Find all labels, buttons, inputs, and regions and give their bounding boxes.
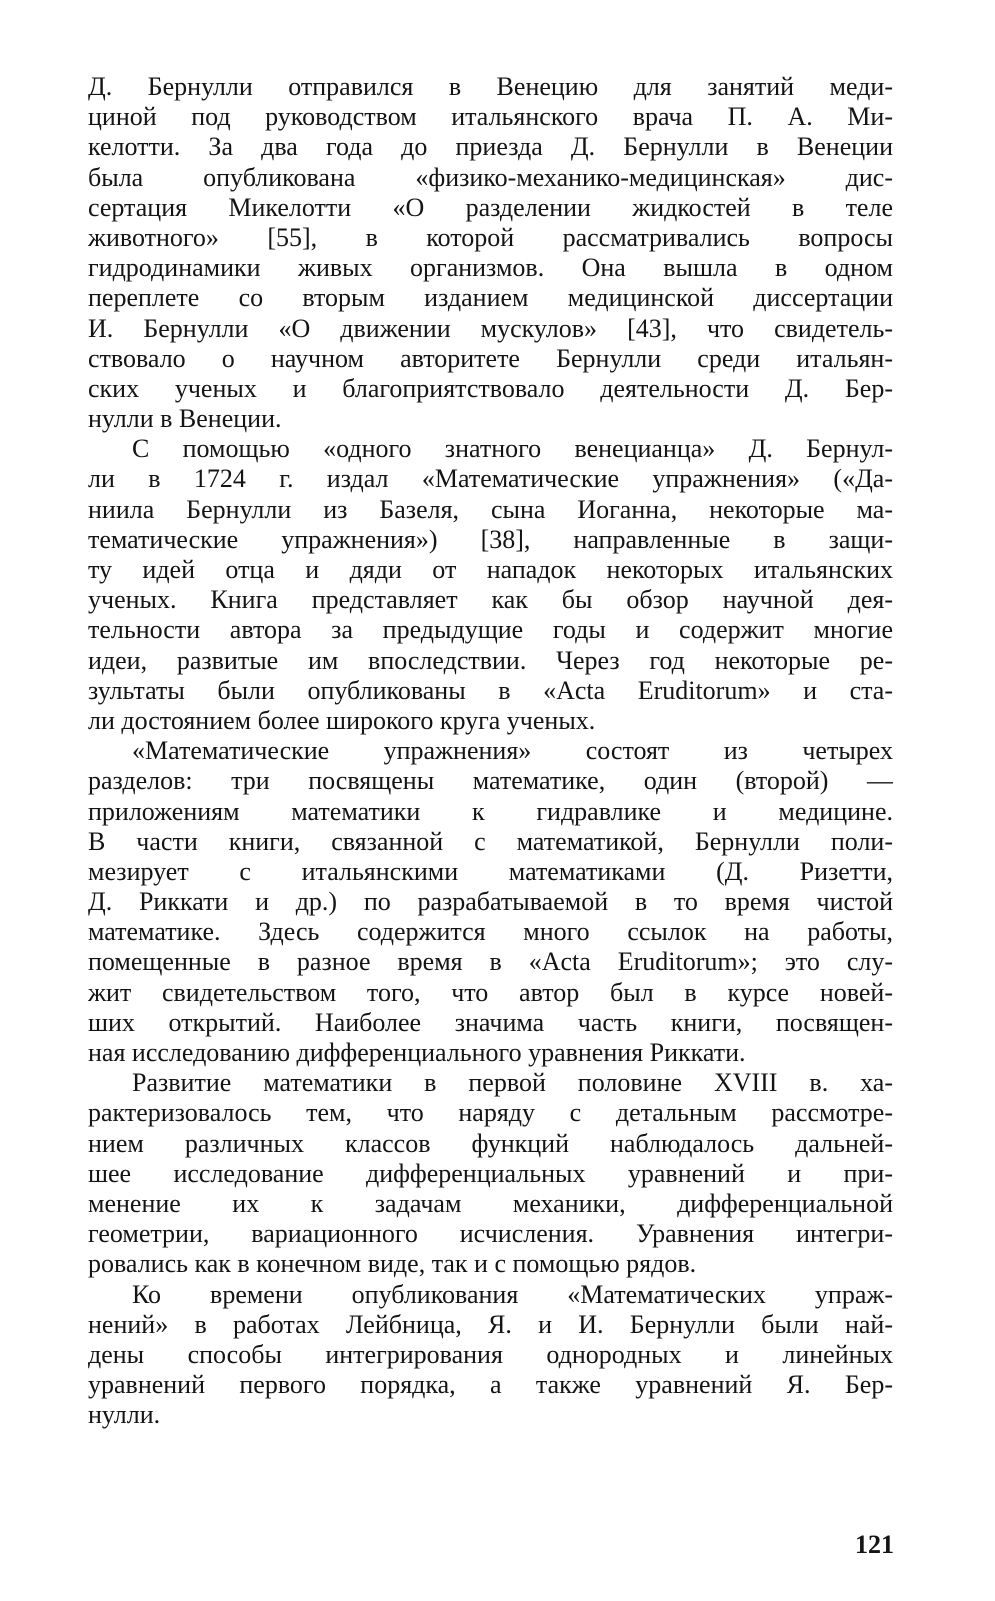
text-line: переплете со вторым изданием медицинской диссертации	[88, 283, 893, 313]
text-line: была опубликована «физико-механико-медицинская» дис-	[88, 162, 893, 192]
text-line: ту идей отца и дяди от нападок некоторых итальянских	[88, 555, 893, 584]
text-line: жит свидетельством того, что автор был в курсе новей-	[88, 977, 893, 1007]
text-line: ших открытий. Наиболее значима часть книги, посвящен-	[88, 1007, 893, 1037]
text-line: И. Бернулли «О движении мускулов» [43], что свидетель-	[88, 313, 893, 343]
text-line: нулли в Венеции.	[88, 404, 282, 434]
text-line: идеи, развитые им впоследствии. Через год некоторые ре-	[88, 645, 893, 675]
text-line: мезирует с итальянскими математиками (Д. Ризетти,	[88, 856, 893, 886]
text-line: ученых. Книга представляет как бы обзор научной дея-	[88, 585, 893, 615]
page-body	[88, 72, 893, 1430]
text-line: Д. Бернулли отправился в Венецию для занятий меди-	[88, 72, 893, 101]
text-line: ниила Бернулли из Базеля, сына Иоганна, некоторые ма-	[88, 494, 893, 524]
text-line: тельности автора за предыдущие годы и содержит многие	[88, 615, 893, 645]
text-line: ровались как в конечном виде, так и с помощью рядов.	[88, 1249, 697, 1279]
page-number: 121	[855, 1530, 894, 1559]
text-line: животного» [55], в которой рассматривались вопросы	[88, 222, 893, 252]
text-line: келотти. За два года до приезда Д. Бернулли в Венеции	[88, 132, 893, 162]
text-line: циной под руководством итальянского врача П. А. Ми-	[88, 102, 893, 132]
text-line: ная исследованию дифференциального уравнения Риккати.	[88, 1038, 746, 1067]
text-line: Развитие математики в первой половине XVIII в. ха-	[132, 1068, 893, 1098]
text-line: «Математические упражнения» состоят из четырех	[132, 736, 893, 766]
text-line: Д. Риккати и др.) по разрабатываемой в то время чистой	[88, 887, 893, 917]
text-line: менение их к задачам механики, дифференциальной	[88, 1188, 893, 1218]
text-line: В части книги, связанной с математикой, Бернулли поли-	[88, 826, 893, 856]
text-line: ских ученых и благоприятствовало деятельности Д. Бер-	[88, 373, 893, 403]
text-line: зультаты были опубликованы в «Acta Eruditorum» и ста-	[88, 675, 893, 705]
text-line: нием различных классов функций наблюдалось дальней-	[88, 1128, 893, 1158]
text-line: нулли.	[88, 1400, 161, 1430]
text-line: математике. Здесь содержится много ссылок на работы,	[88, 917, 893, 947]
text-line: дены способы интегрирования однородных и линейных	[88, 1339, 893, 1369]
text-line: геометрии, вариационного исчисления. Уравнения интегри-	[88, 1219, 893, 1249]
text-line: шее исследование дифференциальных уравнений и при-	[88, 1158, 893, 1188]
text-line: рактеризовалось тем, что наряду с детальным рассмотре-	[88, 1098, 893, 1128]
text-line: помещенные в разное время в «Acta Eruditorum»; это слу-	[88, 947, 893, 977]
text-line: нений» в работах Лейбница, Я. и И. Бернулли были най-	[88, 1309, 893, 1339]
text-line: сертация Микелотти «О разделении жидкостей в теле	[88, 192, 893, 222]
text-line: Ко времени опубликования «Математических упраж-	[132, 1279, 893, 1309]
text-line: С помощью «одного знатного венецианца» Д. Бернул-	[132, 434, 893, 464]
text-line: гидродинамики живых организмов. Она вышла в одном	[88, 253, 893, 283]
text-line: ли в 1724 г. издал «Математические упражнения» («Да-	[88, 464, 893, 494]
text-line: ствовало о научном авторитете Бернулли среди итальян-	[88, 343, 893, 373]
text-line: приложениям математики к гидравлике и медицине.	[88, 796, 893, 826]
text-line: уравнений первого порядка, а также уравнений Я. Бер-	[88, 1370, 893, 1400]
text-line: ли достоянием более широкого круга ученых.	[88, 705, 596, 735]
text-line: тематические упражнения») [38], направленные в защи-	[88, 524, 893, 554]
text-line: разделов: три посвящены математике, один (второй) —	[88, 766, 893, 796]
